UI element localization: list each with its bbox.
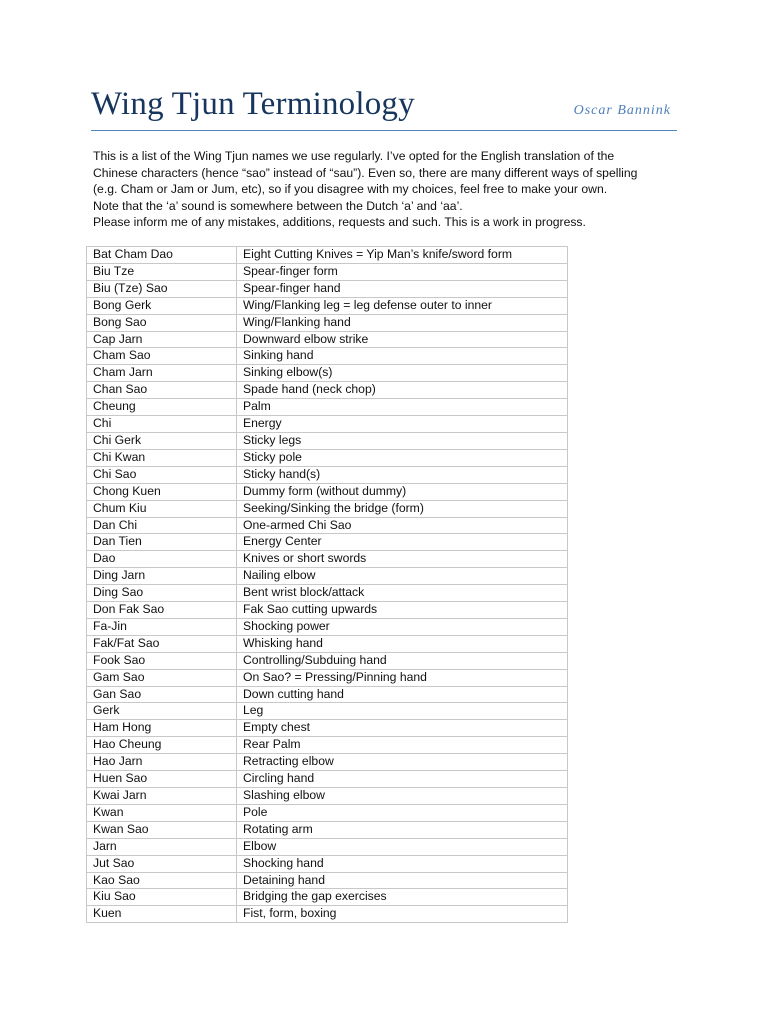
term-cell: Chi Sao (87, 466, 237, 483)
term-cell: Fook Sao (87, 652, 237, 669)
meaning-cell: Down cutting hand (237, 686, 568, 703)
table-row (87, 737, 568, 754)
table-row (87, 500, 568, 517)
table-row (87, 466, 568, 483)
meaning-cell: Shocking hand (237, 855, 568, 872)
meaning-cell: Wing/Flanking hand (237, 314, 568, 331)
meaning-cell: Nailing elbow (237, 568, 568, 585)
table-row (87, 703, 568, 720)
term-cell: Biu (Tze) Sao (87, 280, 237, 297)
meaning-cell: Pole (237, 804, 568, 821)
term-cell: Kwan (87, 804, 237, 821)
term-cell: Gerk (87, 703, 237, 720)
meaning-cell: Wing/Flanking leg = leg defense outer to inner (237, 297, 568, 314)
table-row (87, 906, 568, 923)
term-cell: Dao (87, 551, 237, 568)
term-cell: Biu Tze (87, 263, 237, 280)
table-row (87, 314, 568, 331)
table-row (87, 804, 568, 821)
table-row (87, 247, 568, 264)
table-row (87, 517, 568, 534)
table-row (87, 788, 568, 805)
meaning-cell: Sinking elbow(s) (237, 365, 568, 382)
meaning-cell: Circling hand (237, 771, 568, 788)
table-row (87, 348, 568, 365)
meaning-cell: Sticky legs (237, 432, 568, 449)
term-cell: Bat Cham Dao (87, 247, 237, 264)
meaning-cell: Seeking/Sinking the bridge (form) (237, 500, 568, 517)
author-name: Oscar Bannink (573, 103, 671, 118)
intro-line: Note that the ‘a’ sound is somewhere between the Dutch ‘a’ and ‘aa’. (93, 198, 463, 213)
table-row (87, 855, 568, 872)
table-row (87, 821, 568, 838)
term-cell: Chi Gerk (87, 432, 237, 449)
table-row (87, 669, 568, 686)
table-row (87, 263, 568, 280)
meaning-cell: Spade hand (neck chop) (237, 382, 568, 399)
term-cell: Dan Tien (87, 534, 237, 551)
meaning-cell: Sticky hand(s) (237, 466, 568, 483)
document-header (91, 86, 677, 131)
term-cell: Chan Sao (87, 382, 237, 399)
table-row (87, 618, 568, 635)
term-cell: Kao Sao (87, 872, 237, 889)
terminology-table-body (87, 247, 568, 923)
term-cell: Bong Sao (87, 314, 237, 331)
term-cell: Cap Jarn (87, 331, 237, 348)
table-row (87, 889, 568, 906)
term-cell: Kiu Sao (87, 889, 237, 906)
table-row (87, 652, 568, 669)
table-row (87, 686, 568, 703)
table-row (87, 365, 568, 382)
term-cell: Fak/Fat Sao (87, 635, 237, 652)
meaning-cell: Whisking hand (237, 635, 568, 652)
term-cell: Chong Kuen (87, 483, 237, 500)
meaning-cell: Elbow (237, 838, 568, 855)
term-cell: Bong Gerk (87, 297, 237, 314)
meaning-cell: Palm (237, 399, 568, 416)
intro-line: This is a list of the Wing Tjun names we use regularly. I’ve opted for the English translation of the (93, 149, 615, 163)
meaning-cell: Detaining hand (237, 872, 568, 889)
term-cell: Jarn (87, 838, 237, 855)
meaning-cell: Spear-finger form (237, 263, 568, 280)
term-cell: Cham Sao (87, 348, 237, 365)
term-cell: Gam Sao (87, 669, 237, 686)
intro-line: Please inform me of any mistakes, additions, requests and such. This is a work in progress. (93, 215, 586, 230)
table-row (87, 720, 568, 737)
table-row (87, 399, 568, 416)
table-row (87, 602, 568, 619)
term-cell: Chi Kwan (87, 449, 237, 466)
term-cell: Kwan Sao (87, 821, 237, 838)
table-row (87, 534, 568, 551)
term-cell: Ding Jarn (87, 568, 237, 585)
term-cell: Ding Sao (87, 585, 237, 602)
term-cell: Ham Hong (87, 720, 237, 737)
table-row (87, 585, 568, 602)
meaning-cell: One-armed Chi Sao (237, 517, 568, 534)
intro-paragraph (93, 148, 693, 231)
meaning-cell: Spear-finger hand (237, 280, 568, 297)
meaning-cell: Eight Cutting Knives = Yip Man’s knife/sword form (237, 247, 568, 264)
meaning-cell: Fak Sao cutting upwards (237, 602, 568, 619)
term-cell: Kuen (87, 906, 237, 923)
meaning-cell: Rotating arm (237, 821, 568, 838)
table-row (87, 483, 568, 500)
term-cell: Fa-Jin (87, 618, 237, 635)
term-cell: Huen Sao (87, 771, 237, 788)
intro-line: (e.g. Cham or Jam or Jum, etc), so if you disagree with my choices, feel free to make your own. (93, 182, 608, 197)
table-row (87, 432, 568, 449)
table-row (87, 382, 568, 399)
table-row (87, 754, 568, 771)
table-row (87, 838, 568, 855)
meaning-cell: Dummy form (without dummy) (237, 483, 568, 500)
intro-line: Chinese characters (hence “sao” instead of “sau”). Even so, there are many different ways of spelling (93, 165, 638, 180)
term-cell: Hao Jarn (87, 754, 237, 771)
meaning-cell: Bridging the gap exercises (237, 889, 568, 906)
table-row (87, 771, 568, 788)
term-cell: Gan Sao (87, 686, 237, 703)
meaning-cell: Shocking power (237, 618, 568, 635)
meaning-cell: On Sao? = Pressing/Pinning hand (237, 669, 568, 686)
table-row (87, 297, 568, 314)
term-cell: Don Fak Sao (87, 602, 237, 619)
page-title: Wing Tjun Terminology (91, 86, 415, 122)
meaning-cell: Knives or short swords (237, 551, 568, 568)
term-cell: Cham Jarn (87, 365, 237, 382)
meaning-cell: Energy (237, 416, 568, 433)
table-row (87, 635, 568, 652)
meaning-cell: Empty chest (237, 720, 568, 737)
meaning-cell: Controlling/Subduing hand (237, 652, 568, 669)
table-row (87, 449, 568, 466)
meaning-cell: Slashing elbow (237, 788, 568, 805)
meaning-cell: Leg (237, 703, 568, 720)
meaning-cell: Downward elbow strike (237, 331, 568, 348)
terminology-table (86, 246, 568, 923)
table-row (87, 331, 568, 348)
table-row (87, 872, 568, 889)
term-cell: Kwai Jarn (87, 788, 237, 805)
term-cell: Hao Cheung (87, 737, 237, 754)
meaning-cell: Fist, form, boxing (237, 906, 568, 923)
table-row (87, 568, 568, 585)
meaning-cell: Energy Center (237, 534, 568, 551)
table-row (87, 551, 568, 568)
term-cell: Chum Kiu (87, 500, 237, 517)
term-cell: Cheung (87, 399, 237, 416)
term-cell: Dan Chi (87, 517, 237, 534)
table-row (87, 280, 568, 297)
meaning-cell: Retracting elbow (237, 754, 568, 771)
meaning-cell: Rear Palm (237, 737, 568, 754)
term-cell: Chi (87, 416, 237, 433)
meaning-cell: Sticky pole (237, 449, 568, 466)
meaning-cell: Sinking hand (237, 348, 568, 365)
table-row (87, 416, 568, 433)
meaning-cell: Bent wrist block/attack (237, 585, 568, 602)
term-cell: Jut Sao (87, 855, 237, 872)
